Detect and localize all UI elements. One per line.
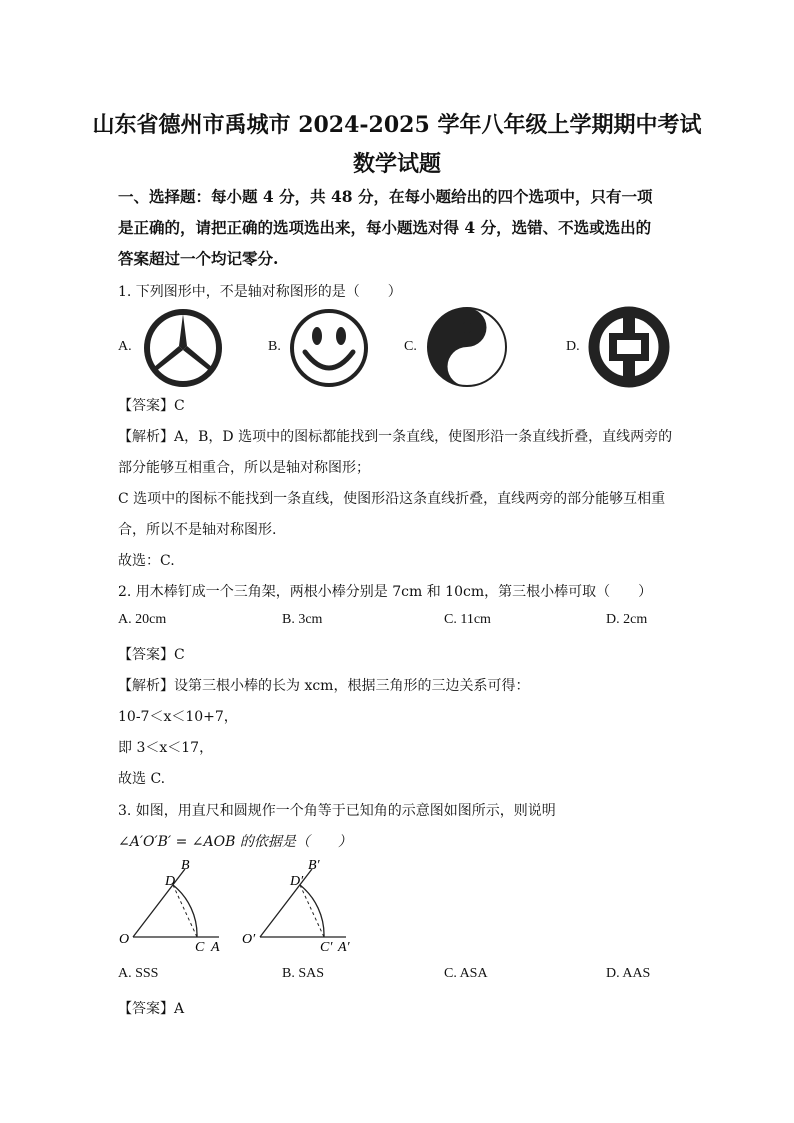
q1-stem: 1. 下列图形中，不是轴对称图形的是（ ） [118, 284, 402, 300]
q1-option-d-label: D. [566, 339, 580, 354]
yin-yang-icon [425, 305, 509, 389]
label-a: A [211, 940, 220, 955]
q2-option-c: C. 11cm [444, 612, 491, 627]
q2-conclusion: 故选 C. [118, 771, 166, 787]
q1-option-b-label: B. [268, 339, 281, 354]
section-intro-line-1: 一、选择题：每小题 4 分，共 48 分，在每小题给出的四个选项中，只有一项 [118, 187, 653, 206]
label-b-prime: B′ [308, 858, 320, 873]
smiley-face-icon [287, 306, 371, 390]
q2-option-a: A. 20cm [118, 612, 167, 627]
q3-option-a: A. SSS [118, 966, 159, 981]
q3-option-d: D. AAS [606, 966, 651, 981]
q1-analysis-line-1: 【解析】A，B，D 选项中的图标都能找到一条直线，使图形沿一条直线折叠，直线两旁的 [118, 429, 673, 445]
label-a-prime: A′ [338, 940, 350, 955]
exam-subtitle: 数学试题 [352, 151, 441, 177]
q3-stem-line-1: 3. 如图，用直尺和圆规作一个角等于已知角的示意图如图所示，则说明 [118, 803, 556, 819]
label-d: D [165, 874, 176, 889]
q2-answer: 【答案】C [118, 647, 185, 663]
q1-analysis-line-3: C 选项中的图标不能找到一条直线，使图形沿这条直线折叠，直线两旁的部分能够互相重 [118, 491, 666, 507]
q2-inequality-2: 即 3＜x＜17， [118, 740, 214, 756]
label-c-prime: C′ [320, 940, 333, 955]
q1-analysis-line-4: 合，所以不是轴对称图形. [118, 522, 277, 538]
q2-stem: 2. 用木棒钉成一个三角架，两根小棒分别是 7cm 和 10cm，第三根小棒可取（ ） [118, 584, 653, 600]
q3-figure-constructed-angle [238, 855, 378, 955]
exam-title: 山东省德州市禹城市 2024-2025 学年八年级上学期期中考试 [92, 112, 702, 138]
q1-answer: 【答案】C [118, 398, 185, 414]
mercedes-logo-icon [141, 306, 225, 390]
q2-option-d: D. 2cm [606, 612, 648, 627]
q1-option-c-label: C. [404, 339, 417, 354]
q3-figure-original-angle [115, 855, 255, 955]
label-c: C [195, 940, 205, 955]
q3-option-b: B. SAS [282, 966, 325, 981]
q2-analysis-intro: 【解析】设第三根小棒的长为 xcm，根据三角形的三边关系可得： [118, 678, 530, 694]
q3-option-c: C. ASA [444, 966, 488, 981]
label-d-prime: D′ [290, 874, 304, 889]
section-intro-line-2: 是正确的，请把正确的选项选出来，每小题选对得 4 分，选错、不选或选出的 [118, 218, 652, 237]
q1-option-a-label: A. [118, 339, 132, 354]
q1-analysis-line-5: 故选：C. [118, 553, 175, 569]
q3-answer: 【答案】A [118, 1001, 185, 1017]
section-intro-line-3: 答案超过一个均记零分. [118, 249, 279, 268]
q3-stem-line-2: ∠A′O′B′ = ∠AOB 的依据是（ ） [118, 834, 352, 850]
bank-coin-logo-icon [587, 305, 671, 389]
q1-analysis-line-2: 部分能够互相重合，所以是轴对称图形； [118, 460, 370, 476]
q2-option-b: B. 3cm [282, 612, 323, 627]
label-b: B [181, 858, 190, 873]
label-o: O [119, 932, 130, 947]
q2-inequality-1: 10-7＜x＜10+7， [118, 709, 238, 725]
label-o-prime: O′ [242, 932, 256, 947]
